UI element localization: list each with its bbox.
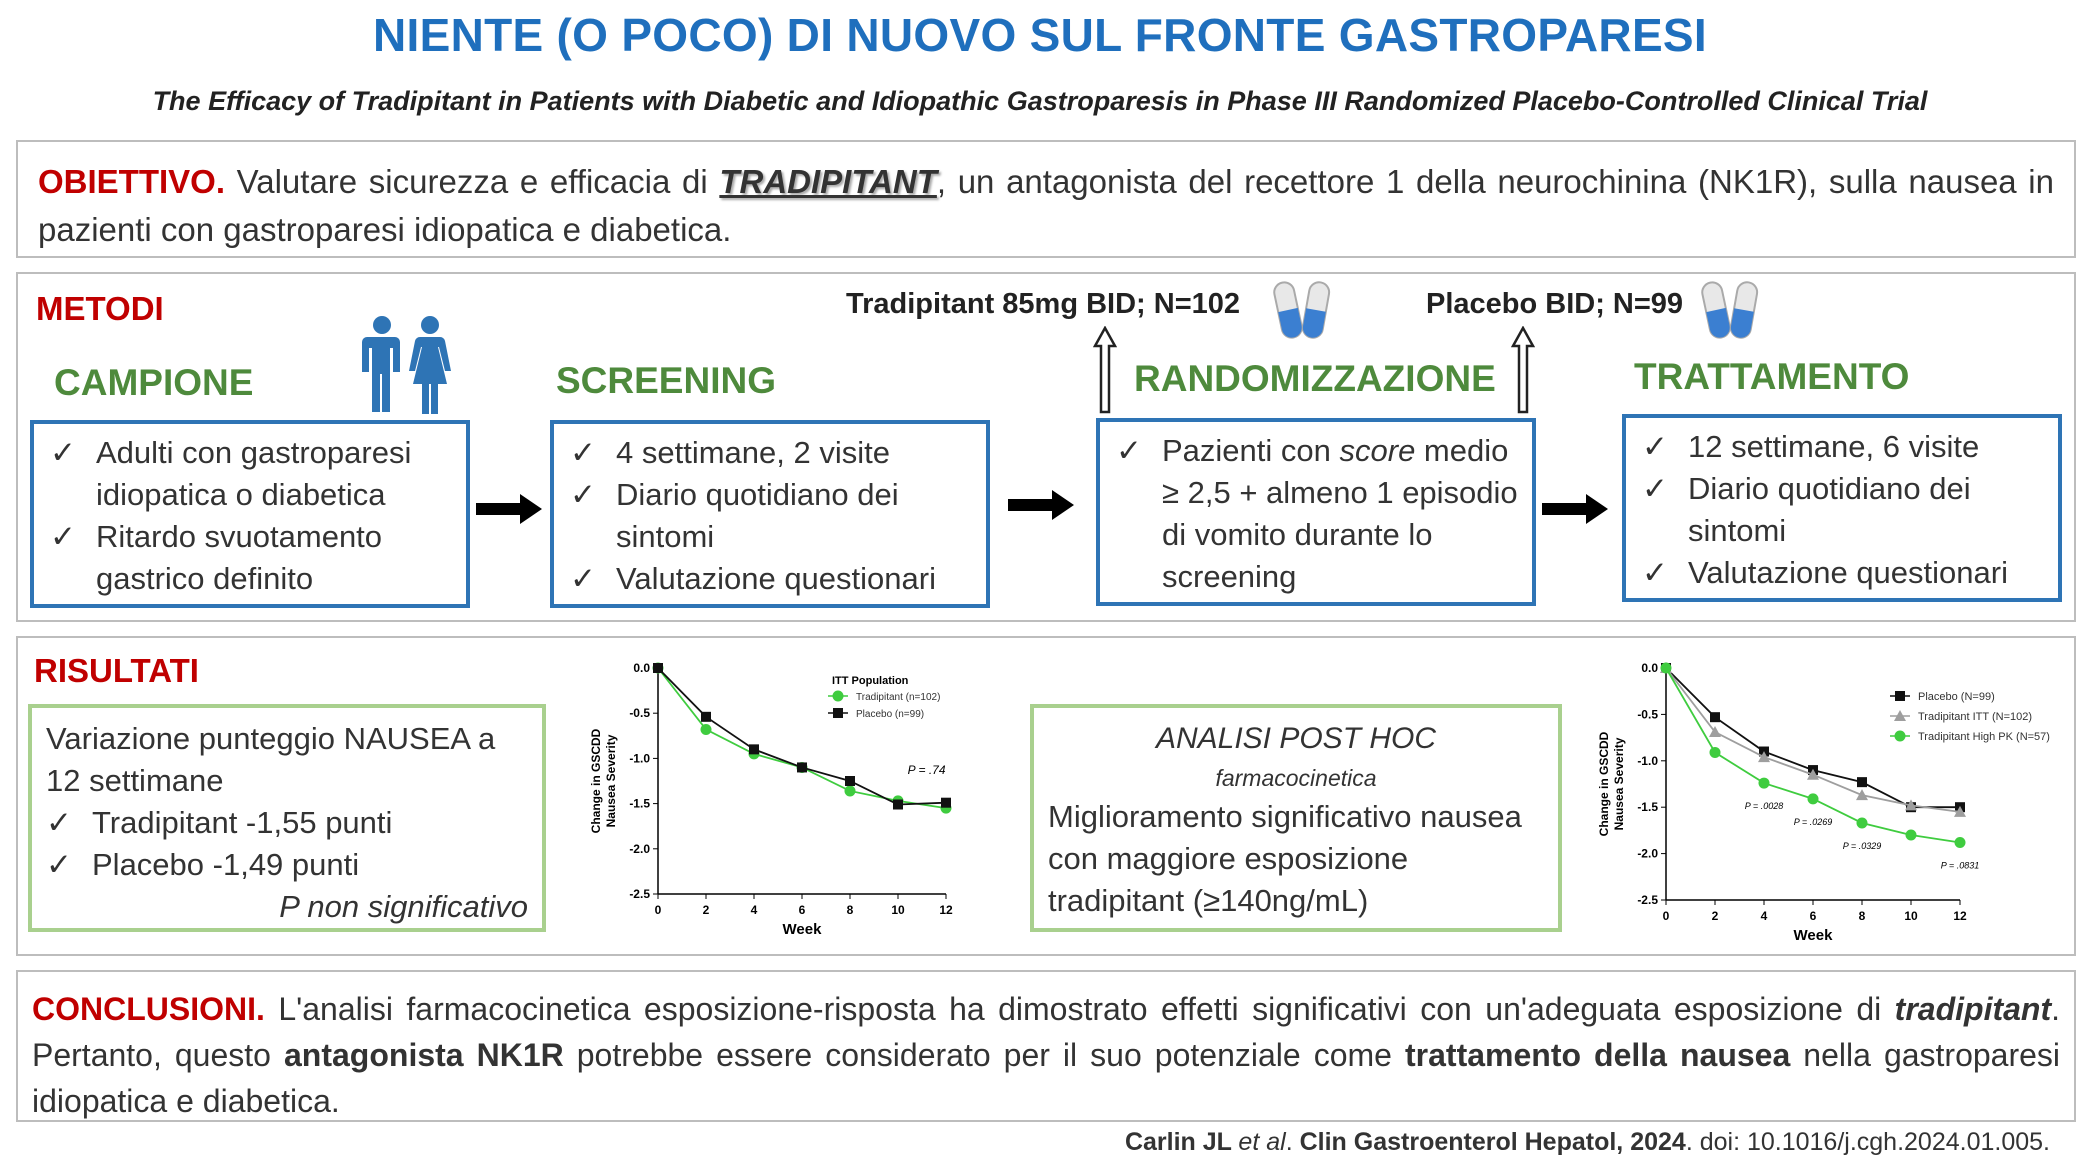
x-tick-label: 8 [1858, 909, 1866, 923]
x-tick-label: 12 [939, 903, 953, 917]
p-value-label: P = .0028 [1744, 801, 1784, 812]
x-tick-label: 4 [750, 903, 758, 917]
x-tick-label: 2 [1711, 909, 1719, 923]
x-tick-label: 6 [798, 903, 806, 917]
data-point [1857, 817, 1868, 828]
y-tick-label: -1.5 [629, 796, 650, 811]
data-point [1710, 747, 1721, 758]
p-value-label: P = .0831 [1940, 860, 1980, 871]
data-point [833, 691, 844, 702]
p-value-label: P = .0269 [1793, 816, 1833, 827]
data-point [1759, 778, 1770, 789]
y-tick-label: -2.5 [1637, 893, 1658, 907]
step-box-screening [550, 420, 990, 608]
data-point [1710, 712, 1720, 722]
data-point [1808, 793, 1819, 804]
checkmark-icon: ✓ [570, 561, 596, 596]
step-box-trattamento [1622, 414, 2062, 602]
list-item: ✓ 4 settimane, 2 visite [570, 432, 976, 474]
chart-itt [548, 650, 988, 950]
data-point [941, 798, 951, 808]
checkmark-icon: ✓ [570, 477, 596, 512]
list-item: ✓ Ritardo svuotamento gastrico definito [50, 516, 456, 600]
y-tick-label: -1.0 [1637, 753, 1658, 768]
page-subtitle: The Efficacy of Tradipitant in Patients with Diabetic and Idiopathic Gastroparesis in Phase III Randomized Placebo-Controlled Clinical Trial [152, 86, 1928, 116]
legend-label: Placebo (N=99) [1918, 691, 1995, 703]
nausea-result-box [28, 704, 546, 932]
checkmark-icon: ✓ [50, 519, 76, 554]
objective-drug: TRADIPITANT [719, 163, 937, 200]
checkmark-icon: ✓ [570, 435, 596, 470]
y-tick-label: 0.0 [1641, 661, 1658, 675]
methods-label: METODI [36, 290, 164, 327]
checkmark-icon: ✓ [1642, 429, 1668, 464]
data-point [701, 712, 711, 722]
legend-label: Tradipitant High PK (N=57) [1918, 731, 2050, 743]
y-tick-label: -2.5 [629, 887, 650, 901]
legend-title: ITT Population [832, 675, 909, 687]
data-point [653, 663, 663, 673]
y-tick-label: -1.5 [1637, 800, 1658, 815]
checkmark-icon: ✓ [46, 847, 72, 882]
x-tick-label: 8 [846, 903, 854, 917]
list-item: ✓ Valutazione questionari [570, 558, 976, 600]
capsule-icon [1272, 278, 1334, 342]
x-tick-label: 2 [702, 903, 710, 917]
data-point [797, 762, 807, 772]
data-point [1906, 830, 1917, 841]
legend-label: Tradipitant (n=102) [856, 692, 941, 703]
series-line [658, 668, 946, 805]
p-value-annotation: P = .74 [907, 762, 946, 777]
p-value-label: P = .0329 [1842, 840, 1882, 851]
y-axis-label: Change in GSCDDNausea Severity [589, 728, 618, 834]
arrow-right-icon [1542, 494, 1608, 524]
posthoc-sub: farmacocinetica [1215, 765, 1377, 791]
nausea-heading: Variazione punteggio NAUSEA a 12 settimane [46, 721, 496, 798]
y-axis-label: Change in GSCDDNausea Severity [1597, 731, 1626, 837]
capsule-icon [1700, 278, 1762, 342]
y-tick-label: -0.5 [1637, 707, 1658, 722]
x-axis-label: Week [1793, 927, 1833, 944]
conclusion-label: CONCLUSIONI. [32, 991, 265, 1027]
y-tick-label: -0.5 [629, 706, 650, 721]
arm-tradipitant-label: Tradipitant 85mg BID; N=102 [846, 288, 1241, 320]
page-title: NIENTE (O POCO) DI NUOVO SUL FRONTE GASTROPARESI [372, 9, 1707, 61]
posthoc-body: Miglioramento significativo nausea con maggiore esposizione tradipitant (≥140ng/mL) [1048, 799, 1522, 918]
legend-label: Tradipitant ITT (N=102) [1918, 711, 2033, 723]
p-note: P non significativo [279, 889, 528, 924]
data-point [1856, 789, 1868, 800]
arrow-right-icon [476, 494, 542, 524]
x-tick-label: 4 [1760, 909, 1768, 923]
data-point [833, 708, 843, 718]
posthoc-heading: ANALISI POST HOC [1155, 722, 1437, 755]
objective-panel [16, 140, 2076, 258]
data-point [1857, 777, 1867, 787]
list-item: ✓ Adulti con gastroparesi idiopatica o diabetica [50, 432, 456, 516]
arrow-up-icon [1511, 326, 1535, 414]
results-label: RISULTATI [34, 652, 199, 689]
objective-label: OBIETTIVO. [38, 163, 226, 200]
y-tick-label: 0.0 [633, 661, 650, 675]
x-tick-label: 12 [1953, 909, 1967, 923]
checkmark-icon: ✓ [50, 435, 76, 470]
x-tick-label: 6 [1809, 909, 1817, 923]
step-title-randomizzazione: RANDOMIZZAZIONE [1134, 358, 1496, 399]
data-point [845, 776, 855, 786]
citation: Carlin JL et al. Clin Gastroenterol Hepatol, 2024. doi: 10.1016/j.cgh.2024.01.005. [1124, 1128, 2050, 1156]
step-box-randomizzazione [1096, 418, 1536, 606]
y-tick-label: -2.0 [629, 841, 650, 856]
data-point [749, 744, 759, 754]
posthoc-box [1030, 704, 1562, 932]
data-point [701, 724, 712, 735]
x-tick-label: 0 [1662, 909, 1670, 923]
data-point [1895, 691, 1905, 701]
checkmark-icon: ✓ [1642, 471, 1668, 506]
step-box-campione [30, 420, 470, 608]
legend-label: Placebo (n=99) [856, 709, 925, 720]
step-title-trattamento: TRATTAMENTO [1634, 356, 1910, 397]
y-tick-label: -2.0 [1637, 846, 1658, 861]
people-icon [356, 314, 460, 414]
data-point [1895, 731, 1906, 742]
list-item: ✓ Tradipitant -1,55 punti [46, 802, 528, 844]
list-item: ✓ Diario quotidiano dei sintomi [1642, 468, 2048, 552]
x-tick-label: 10 [1904, 909, 1918, 923]
checkmark-icon: ✓ [1642, 555, 1668, 590]
x-axis-label: Week [782, 921, 822, 938]
checkmark-icon: ✓ [1116, 433, 1142, 468]
series-line [658, 668, 946, 808]
list-item: ✓ Valutazione questionari [1642, 552, 2048, 594]
series-line [1666, 668, 1960, 812]
data-point [1661, 663, 1672, 674]
checkmark-icon: ✓ [46, 805, 72, 840]
series-line [1666, 668, 1960, 807]
x-tick-label: 10 [891, 903, 905, 917]
list-item: ✓ Pazienti con score medio ≥ 2,5 + almeno 1 episodio di vomito durante lo screening [1116, 430, 1522, 598]
arm-placebo-label: Placebo BID; N=99 [1426, 288, 1684, 320]
arrow-right-icon [1008, 490, 1074, 520]
objective-text-post: , un antagonista del recettore 1 della neurochinina (NK1R), sulla nausea in pazienti con gastroparesi idiopatica e diabetica. [38, 163, 2054, 248]
x-tick-label: 0 [654, 903, 662, 917]
arrow-up-icon [1093, 326, 1117, 414]
conclusion-panel: CONCLUSIONI. L'analisi farmacocinetica esposizione-risposta ha dimostrato effetti significativi con un'adeguata esposizione di tradipitant. Pertanto, questo antagonista NK1R potrebbe essere considerato per il suo potenziale come trattamento della nausea nella gastroparesi idiopatica e diabetica. [16, 970, 2076, 1122]
objective-text-pre: Valutare sicurezza e efficacia di [225, 163, 720, 200]
step-title-screening: SCREENING [556, 360, 776, 401]
chart-posthoc [1556, 650, 2056, 950]
data-point [1955, 837, 1966, 848]
list-item: ✓ Placebo -1,49 punti [46, 844, 528, 886]
list-item: ✓ Diario quotidiano dei sintomi [570, 474, 976, 558]
step-title-campione: CAMPIONE [54, 362, 254, 403]
data-point [845, 785, 856, 796]
y-tick-label: -1.0 [629, 751, 650, 766]
list-item: ✓ 12 settimane, 6 visite [1642, 426, 2048, 468]
data-point [893, 800, 903, 810]
